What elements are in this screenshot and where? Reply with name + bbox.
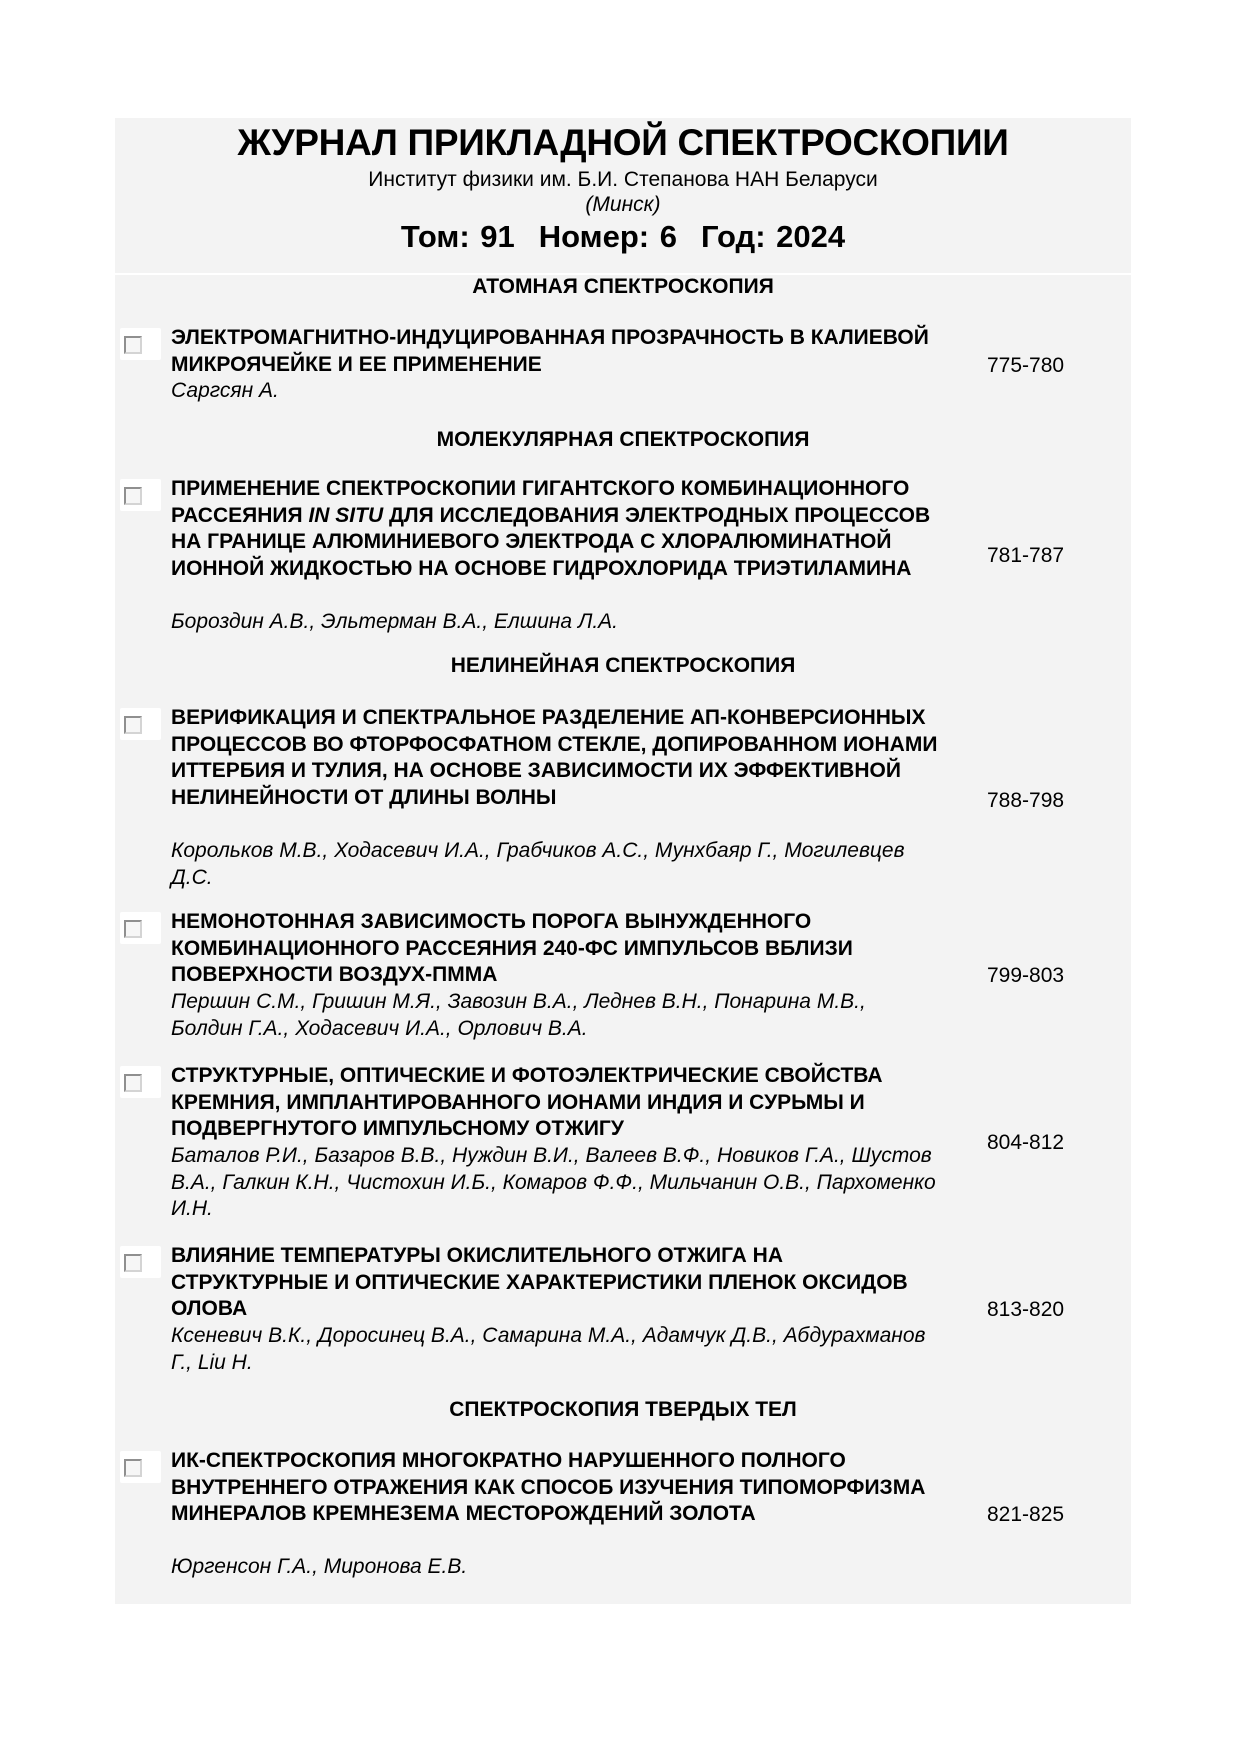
section-heading-solid-state: СПЕКТРОСКОПИЯ ТВЕРДЫХ ТЕЛ — [449, 1398, 797, 1421]
article-select-checkbox[interactable] — [120, 1246, 161, 1278]
article-title[interactable]: ВЛИЯНИЕ ТЕМПЕРАТУРЫ ОКИСЛИТЕЛЬНОГО ОТЖИГА НА СТРУКТУРНЫЕ И ОПТИЧЕСКИЕ ХАРАКТЕРИСТИКИ ПЛЕНОК ОКСИДОВ ОЛОВА — [171, 1244, 908, 1320]
article-authors: Ксеневич В.К., Доросинец В.А., Самарина М.А., Адамчук Д.В., Абдурахманов Г., Liu H. — [171, 1324, 926, 1374]
article-select-checkbox[interactable] — [120, 479, 161, 511]
journal-title: ЖУРНАЛ ПРИКЛАДНОЙ СПЕКТРОСКОПИИ — [237, 122, 1009, 163]
issue-number-label: Номер: 6 — [538, 219, 677, 254]
article-select-checkbox[interactable] — [120, 708, 161, 740]
article-pages: 821-825 — [987, 1503, 1065, 1526]
article-title-part: ПРИМЕНЕНИЕ СПЕКТРОСКОПИИ ГИГАНТСКОГО КОМБИНАЦИОННОГО РАССЕЯНИЯ — [171, 477, 910, 527]
article-select-checkbox[interactable] — [120, 912, 161, 944]
section-heading-molecular: МОЛЕКУЛЯРНАЯ СПЕКТРОСКОПИЯ — [436, 428, 810, 451]
article-pages: 788-798 — [987, 789, 1065, 812]
article-pages: 813-820 — [987, 1298, 1065, 1321]
article-title[interactable] — [171, 476, 941, 582]
article-title-part: ДЛЯ ИССЛЕДОВАНИЯ ЭЛЕКТРОДНЫХ ПРОЦЕССОВ НА ГРАНИЦЕ АЛЮМИНИЕВОГО ЭЛЕКТРОДА С ХЛОРАЛЮМИНАТНОЙ ИОННОЙ ЖИДКОСТЬЮ НА ОСНОВЕ ГИДРОХЛОРИДА ТРИЭТИЛАМИНА — [171, 503, 931, 580]
article-authors: Баталов Р.И., Базаров В.В., Нуждин В.И., Валеев В.Ф., Новиков Г.А., Шустов В.А., Галкин К.Н., Чистохин И.Б., Комаров Ф.Ф., Мильчанин О.В., Пархоменко И.Н. — [171, 1144, 936, 1220]
article-title-italic: IN SITU — [308, 503, 384, 527]
article-authors: Юргенсон Г.А., Миронова Е.В. — [171, 1555, 468, 1578]
article-pages: 781-787 — [987, 544, 1065, 567]
year-label: Год: 2024 — [700, 219, 846, 254]
article-pages: 775-780 — [987, 354, 1065, 377]
article-title[interactable]: ВЕРИФИКАЦИЯ И СПЕКТРАЛЬНОЕ РАЗДЕЛЕНИЕ АП-КОНВЕРСИОННЫХ ПРОЦЕССОВ ВО ФТОРФОСФАТНОМ СТЕКЛЕ, ДОПИРОВАННОМ ИОНАМИ ИТТЕРБИЯ И ТУЛИЯ, НА ОСНОВЕ ЗАВИСИМОСТИ ИХ ЭФФЕКТИВНОЙ НЕЛИНЕЙНОСТИ ОТ ДЛИНЫ ВОЛНЫ — [171, 706, 938, 809]
city-name: (Минск) — [585, 193, 661, 216]
article-title[interactable]: СТРУКТУРНЫЕ, ОПТИЧЕСКИЕ И ФОТОЭЛЕКТРИЧЕСКИЕ СВОЙСТВА КРЕМНИЯ, ИМПЛАНТИРОВАННОГО ИОНАМИ ИНДИЯ И СУРЬМЫ И ПОДВЕРГНУТОГО ИМПУЛЬСНОМУ ОТЖИГУ — [171, 1064, 883, 1140]
article-title[interactable]: ЭЛЕКТРОМАГНИТНО-ИНДУЦИРОВАННАЯ ПРОЗРАЧНОСТЬ В КАЛИЕВОЙ МИКРОЯЧЕЙКЕ И ЕЕ ПРИМЕНЕНИЕ — [171, 326, 929, 376]
journal-contents-page — [115, 118, 1131, 1604]
section-heading-nonlinear: НЕЛИНЕЙНАЯ СПЕКТРОСКОПИЯ — [450, 654, 796, 677]
issue-info — [115, 217, 1131, 257]
section-heading-atomic: АТОМНАЯ СПЕКТРОСКОПИЯ — [472, 275, 774, 298]
article-select-checkbox[interactable] — [120, 328, 161, 360]
article-pages: 799-803 — [987, 964, 1065, 987]
article-pages: 804-812 — [987, 1131, 1065, 1154]
article-authors: Першин С.М., Гришин М.Я., Завозин В.А., Леднев В.Н., Понарина М.В., Болдин Г.А., Ходасевич И.А., Орлович В.А. — [171, 990, 866, 1040]
institute-name: Институт физики им. Б.И. Степанова НАН Беларуси — [368, 168, 878, 191]
article-authors: Бороздин А.В., Эльтерман В.А., Елшина Л.А. — [171, 610, 619, 633]
article-title[interactable]: ИК-СПЕКТРОСКОПИЯ МНОГОКРАТНО НАРУШЕННОГО ПОЛНОГО ВНУТРЕННЕГО ОТРАЖЕНИЯ КАК СПОСОБ ИЗУЧЕНИЯ ТИПОМОРФИЗМА МИНЕРАЛОВ КРЕМНЕЗЕМА МЕСТОРОЖДЕНИЙ ЗОЛОТА — [171, 1449, 926, 1525]
article-authors: Корольков М.В., Ходасевич И.А., Грабчиков А.С., Мунхбаяр Г., Могилевцев Д.С. — [171, 839, 905, 889]
article-title[interactable]: НЕМОНОТОННАЯ ЗАВИСИМОСТЬ ПОРОГА ВЫНУЖДЕННОГО КОМБИНАЦИОННОГО РАССЕЯНИЯ 240-ФС ИМПУЛЬСОВ ВБЛИЗИ ПОВЕРХНОСТИ ВОЗДУХ-ПММА — [171, 910, 853, 986]
article-select-checkbox[interactable] — [120, 1066, 161, 1098]
article-authors: Саргсян А. — [171, 379, 279, 402]
article-select-checkbox[interactable] — [120, 1451, 161, 1483]
volume-label: Том: 91 — [400, 219, 515, 254]
